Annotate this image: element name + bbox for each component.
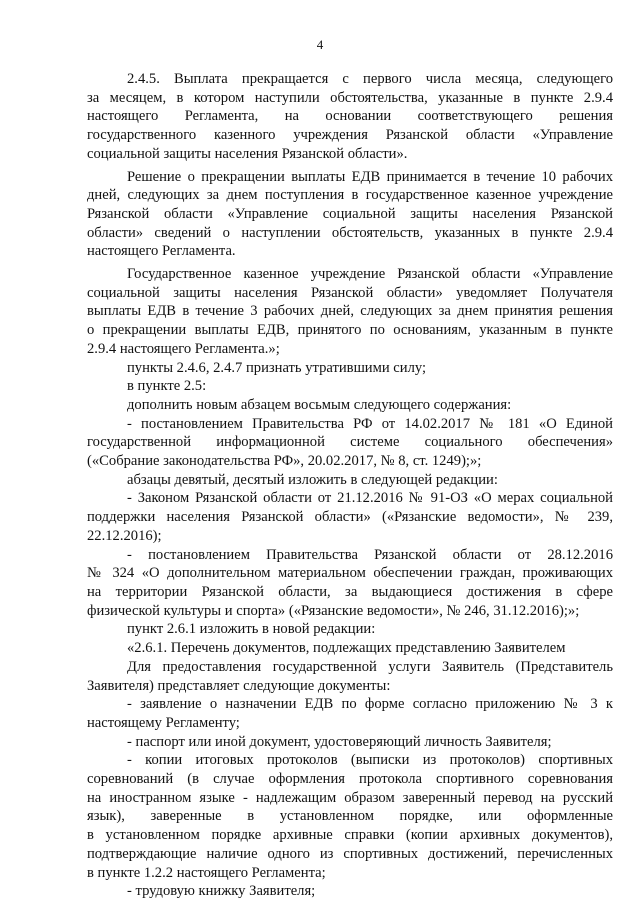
text-line: дней, следующих за днем поступления в государственное казенное учреждение xyxy=(87,187,613,204)
paragraph-p10 xyxy=(87,546,613,621)
paragraph-p14 xyxy=(87,695,613,732)
text-line: выплаты ЕДВ в течение 3 рабочих дней, следующих за днем принятия решения xyxy=(87,303,613,320)
text-line: социальной защиты населения Рязанской области» уведомляет Получателя xyxy=(87,284,613,301)
text-line: («Собрание законодательства РФ», 20.02.2017, № 8, ст. 1249);»; xyxy=(87,453,482,470)
text-line: в установленном порядке архивные справки (копии архивных документов), xyxy=(87,827,613,844)
text-line: государственного казенного учреждения Рязанской области «Управление xyxy=(87,127,613,144)
document-body xyxy=(87,70,613,901)
paragraph-p2 xyxy=(87,168,613,262)
text-line: - Законом Рязанской области от 21.12.2016 № 91-ОЗ «О мерах социальной xyxy=(127,490,613,507)
text-line: пункт 2.6.1 изложить в новой редакции: xyxy=(127,621,376,638)
paragraph-p9 xyxy=(87,489,613,545)
paragraph-p6 xyxy=(87,396,613,415)
text-line: настоящего Регламента, на основании соответствующего решения xyxy=(87,108,613,125)
paragraph-p12 xyxy=(87,639,613,658)
text-line: «2.6.1. Перечень документов, подлежащих представлению Заявителем xyxy=(127,640,566,657)
text-line: - заявление о назначении ЕДВ по форме согласно приложению № 3 к xyxy=(127,696,613,713)
text-line: дополнить новым абзацем восьмым следующего содержания: xyxy=(127,396,512,413)
text-line: - трудовую книжку Заявителя; xyxy=(127,883,316,900)
paragraph-p5 xyxy=(87,377,613,396)
text-line: подтверждающие наличие одного из спортивных достижений, перечисленных xyxy=(87,845,613,862)
text-line: на иностранном языке - надлежащим образом заверенный перевод на русский xyxy=(87,789,613,806)
paragraph-p17 xyxy=(87,882,613,901)
text-line: за месяцем, в котором наступили обстоятельства, указанные в пункте 2.9.4 xyxy=(87,89,613,106)
text-line: Решение о прекращении выплаты ЕДВ принимается в течение 10 рабочих xyxy=(127,168,613,185)
paragraph-p15 xyxy=(87,733,613,752)
text-line: 2.4.5. Выплата прекращается с первого числа месяца, следующего xyxy=(127,71,613,87)
text-line: государственной информационной системе социального обеспечения» xyxy=(87,434,613,451)
text-line: Заявителя) представляет следующие документы: xyxy=(87,677,391,694)
text-line: - копии итоговых протоколов (выписки из протоколов) спортивных xyxy=(127,752,613,769)
text-line: области» сведений о наступлении обстоятельств, указанных в пункте 2.9.4 xyxy=(87,224,613,241)
text-line: соревнований (в случае оформления протокола спортивного соревнования xyxy=(87,771,613,788)
text-line: настоящему Регламенту; xyxy=(87,714,240,731)
text-line: 22.12.2016); xyxy=(87,527,162,544)
text-line: пункты 2.4.6, 2.4.7 признать утратившими силу; xyxy=(127,359,427,376)
text-line: на территории Рязанской области, за выдающиеся достижения в сфере xyxy=(87,583,613,600)
text-line: Рязанской области «Управление социальной защиты населения Рязанской xyxy=(87,205,613,222)
paragraph-p7 xyxy=(87,415,613,471)
text-line: № 324 «О дополнительном материальном обеспечении граждан, проживающих xyxy=(87,565,613,582)
paragraph-p13 xyxy=(87,658,613,695)
paragraph-p8 xyxy=(87,471,613,490)
text-line: в пункте 2.5: xyxy=(127,378,207,395)
text-line: в пункте 1.2.2 настоящего Регламента; xyxy=(87,864,326,881)
text-line: физической культуры и спорта» («Рязанские ведомости», № 246, 31.12.2016);»; xyxy=(87,602,580,619)
text-line: поддержки населения Рязанской области» («Рязанские ведомости», № 239, xyxy=(87,509,613,526)
text-line: - паспорт или иной документ, удостоверяющий личность Заявителя; xyxy=(127,733,552,750)
text-line: о прекращении выплаты ЕДВ, принятого по основаниям, указанным в пункте xyxy=(87,322,613,339)
text-line: 2.9.4 настоящего Регламента.»; xyxy=(87,340,280,357)
text-line: Государственное казенное учреждение Рязанской области «Управление xyxy=(127,266,613,283)
text-line: - постановлением Правительства Рязанской области от 28.12.2016 xyxy=(127,546,613,563)
text-line: настоящего Регламента. xyxy=(87,243,236,260)
paragraph-p16 xyxy=(87,751,613,882)
paragraph-p3 xyxy=(87,265,613,359)
text-line: абзацы девятый, десятый изложить в следующей редакции: xyxy=(127,471,498,488)
paragraph-p11 xyxy=(87,620,613,639)
text-line: язык), заверенные в установленном порядке, или оформленные xyxy=(87,808,613,825)
page-number: 4 xyxy=(316,37,324,52)
text-line: социальной защиты населения Рязанской области». xyxy=(87,145,408,162)
paragraph-p4 xyxy=(87,359,613,378)
paragraph-p1 xyxy=(87,70,613,164)
text-line: Для предоставления государственной услуги Заявитель (Представитель xyxy=(127,658,613,675)
text-line: - постановлением Правительства РФ от 14.02.2017 № 181 «О Единой xyxy=(127,415,613,432)
